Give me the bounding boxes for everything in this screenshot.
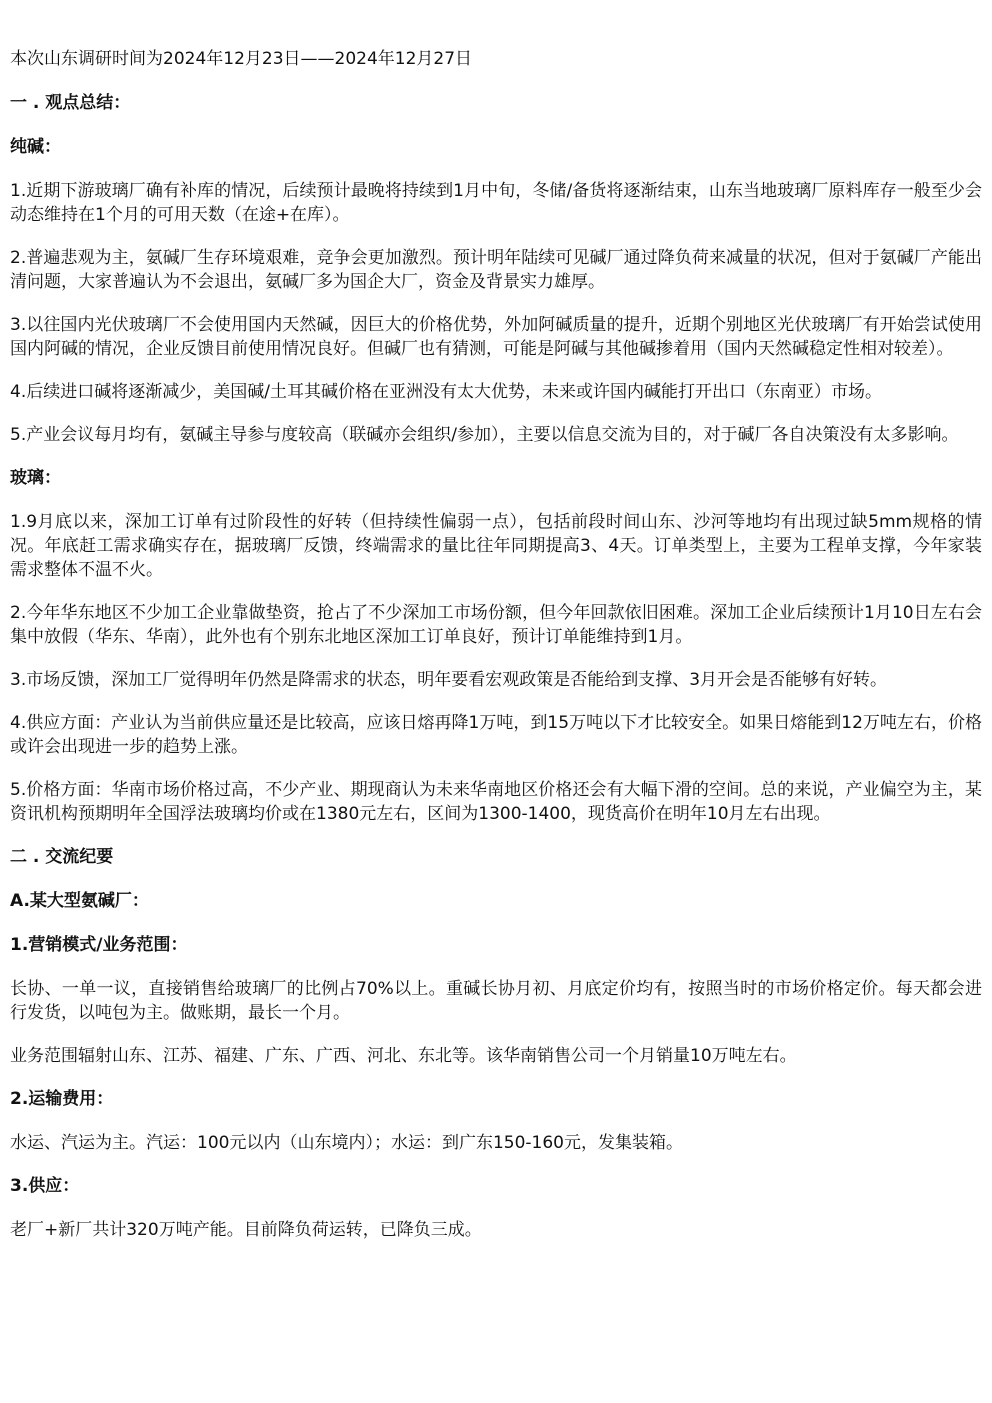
soda-point-1: 1.近期下游玻璃厂确有补库的情况，后续预计最晚将持续到1月中旬，冬储/备货将逐渐结束，山东当地玻璃厂原料库存一般至少会动态维持在1个月的可用天数（在途+在库）。 — [10, 181, 982, 225]
soda-point-5: 5.产业会议每月均有，氨碱主导参与度较高（联碱亦会组织/参加），主要以信息交流为目的，对于碱厂各自决策没有太多影响。 — [10, 425, 959, 445]
glass-point-1: 1.9月底以来，深加工订单有过阶段性的好转（但持续性偏弱一点），包括前段时间山东、沙河等地均有出现过缺5mm规格的情况。年底赶工需求确实存在，据玻璃厂反馈，终端需求的量比往年同期提高3、4天。订单类型上，主要为工程单支撑，今年家装需求整体不温不火。 — [10, 512, 982, 580]
soda-ash-heading: 纯碱： — [10, 137, 61, 157]
transport-paragraph: 水运、汽运为主。汽运：100元以内（山东境内）；水运：到广东150-160元，发集装箱。 — [10, 1133, 683, 1153]
marketing-heading: 1.营销模式/业务范围： — [10, 935, 188, 955]
supply-paragraph: 老厂+新厂共计320万吨产能。目前降负荷运转，已降负三成。 — [10, 1220, 482, 1240]
soda-point-2: 2.普遍悲观为主，氨碱厂生存环境艰难，竞争会更加激烈。预计明年陆续可见碱厂通过降负荷来减量的状况，但对于氨碱厂产能出清问题，大家普遍认为不会退出，氨碱厂多为国企大厂，资金及背景实力雄厚。 — [10, 248, 982, 292]
marketing-paragraph-1: 长协、一单一议，直接销售给玻璃厂的比例占70%以上。重碱长协月初、月底定价均有，按照当时的市场价格定价。每天都会进行发货，以吨包为主。做账期，最长一个月。 — [10, 979, 982, 1023]
glass-point-3: 3.市场反馈，深加工厂觉得明年仍然是降需求的状态，明年要看宏观政策是否能给到支撑、3月开会是否能够有好转。 — [10, 670, 888, 690]
section-1-title: 一 . 观点总结： — [10, 93, 131, 113]
glass-point-2: 2.今年华东地区不少加工企业靠做垫资，抢占了不少深加工市场份额，但今年回款依旧困难。深加工企业后续预计1月10日左右会集中放假（华东、华南），此外也有个别东北地区深加工订单良好，预计订单能维持到1月。 — [10, 603, 982, 647]
soda-point-3: 3.以往国内光伏玻璃厂不会使用国内天然碱，因巨大的价格优势，外加阿碱质量的提升，近期个别地区光伏玻璃厂有开始尝试使用国内阿碱的情况，企业反馈目前使用情况良好。但碱厂也有猜测，可能是阿碱与其他碱掺着用（国内天然碱稳定性相对较差）。 — [10, 315, 982, 359]
supply-heading: 3.供应： — [10, 1176, 80, 1196]
glass-point-5: 5.价格方面：华南市场价格过高，不少产业、期现商认为未来华南地区价格还会有大幅下滑的空间。总的来说，产业偏空为主，某资讯机构预期明年全国浮法玻璃均价或在1380元左右，区间为1300-1400，现货高价在明年10月左右出现。 — [10, 780, 982, 824]
glass-heading: 玻璃： — [10, 468, 61, 488]
soda-point-4: 4.后续进口碱将逐渐减少，美国碱/土耳其碱价格在亚洲没有太大优势，未来或许国内碱能打开出口（东南亚）市场。 — [10, 382, 882, 402]
research-period: 本次山东调研时间为2024年12月23日——2024年12月27日 — [10, 49, 473, 69]
section-2-title: 二 . 交流纪要 — [10, 847, 114, 867]
transport-heading: 2.运输费用： — [10, 1089, 114, 1109]
marketing-paragraph-2: 业务范围辐射山东、江苏、福建、广东、广西、河北、东北等。该华南销售公司一个月销量10万吨左右。 — [10, 1046, 797, 1066]
glass-point-4: 4.供应方面：产业认为当前供应量还是比较高，应该日熔再降1万吨，到15万吨以下才比较安全。如果日熔能到12万吨左右，价格或许会出现进一步的趋势上涨。 — [10, 713, 982, 757]
company-a-heading: A.某大型氨碱厂： — [10, 891, 149, 911]
